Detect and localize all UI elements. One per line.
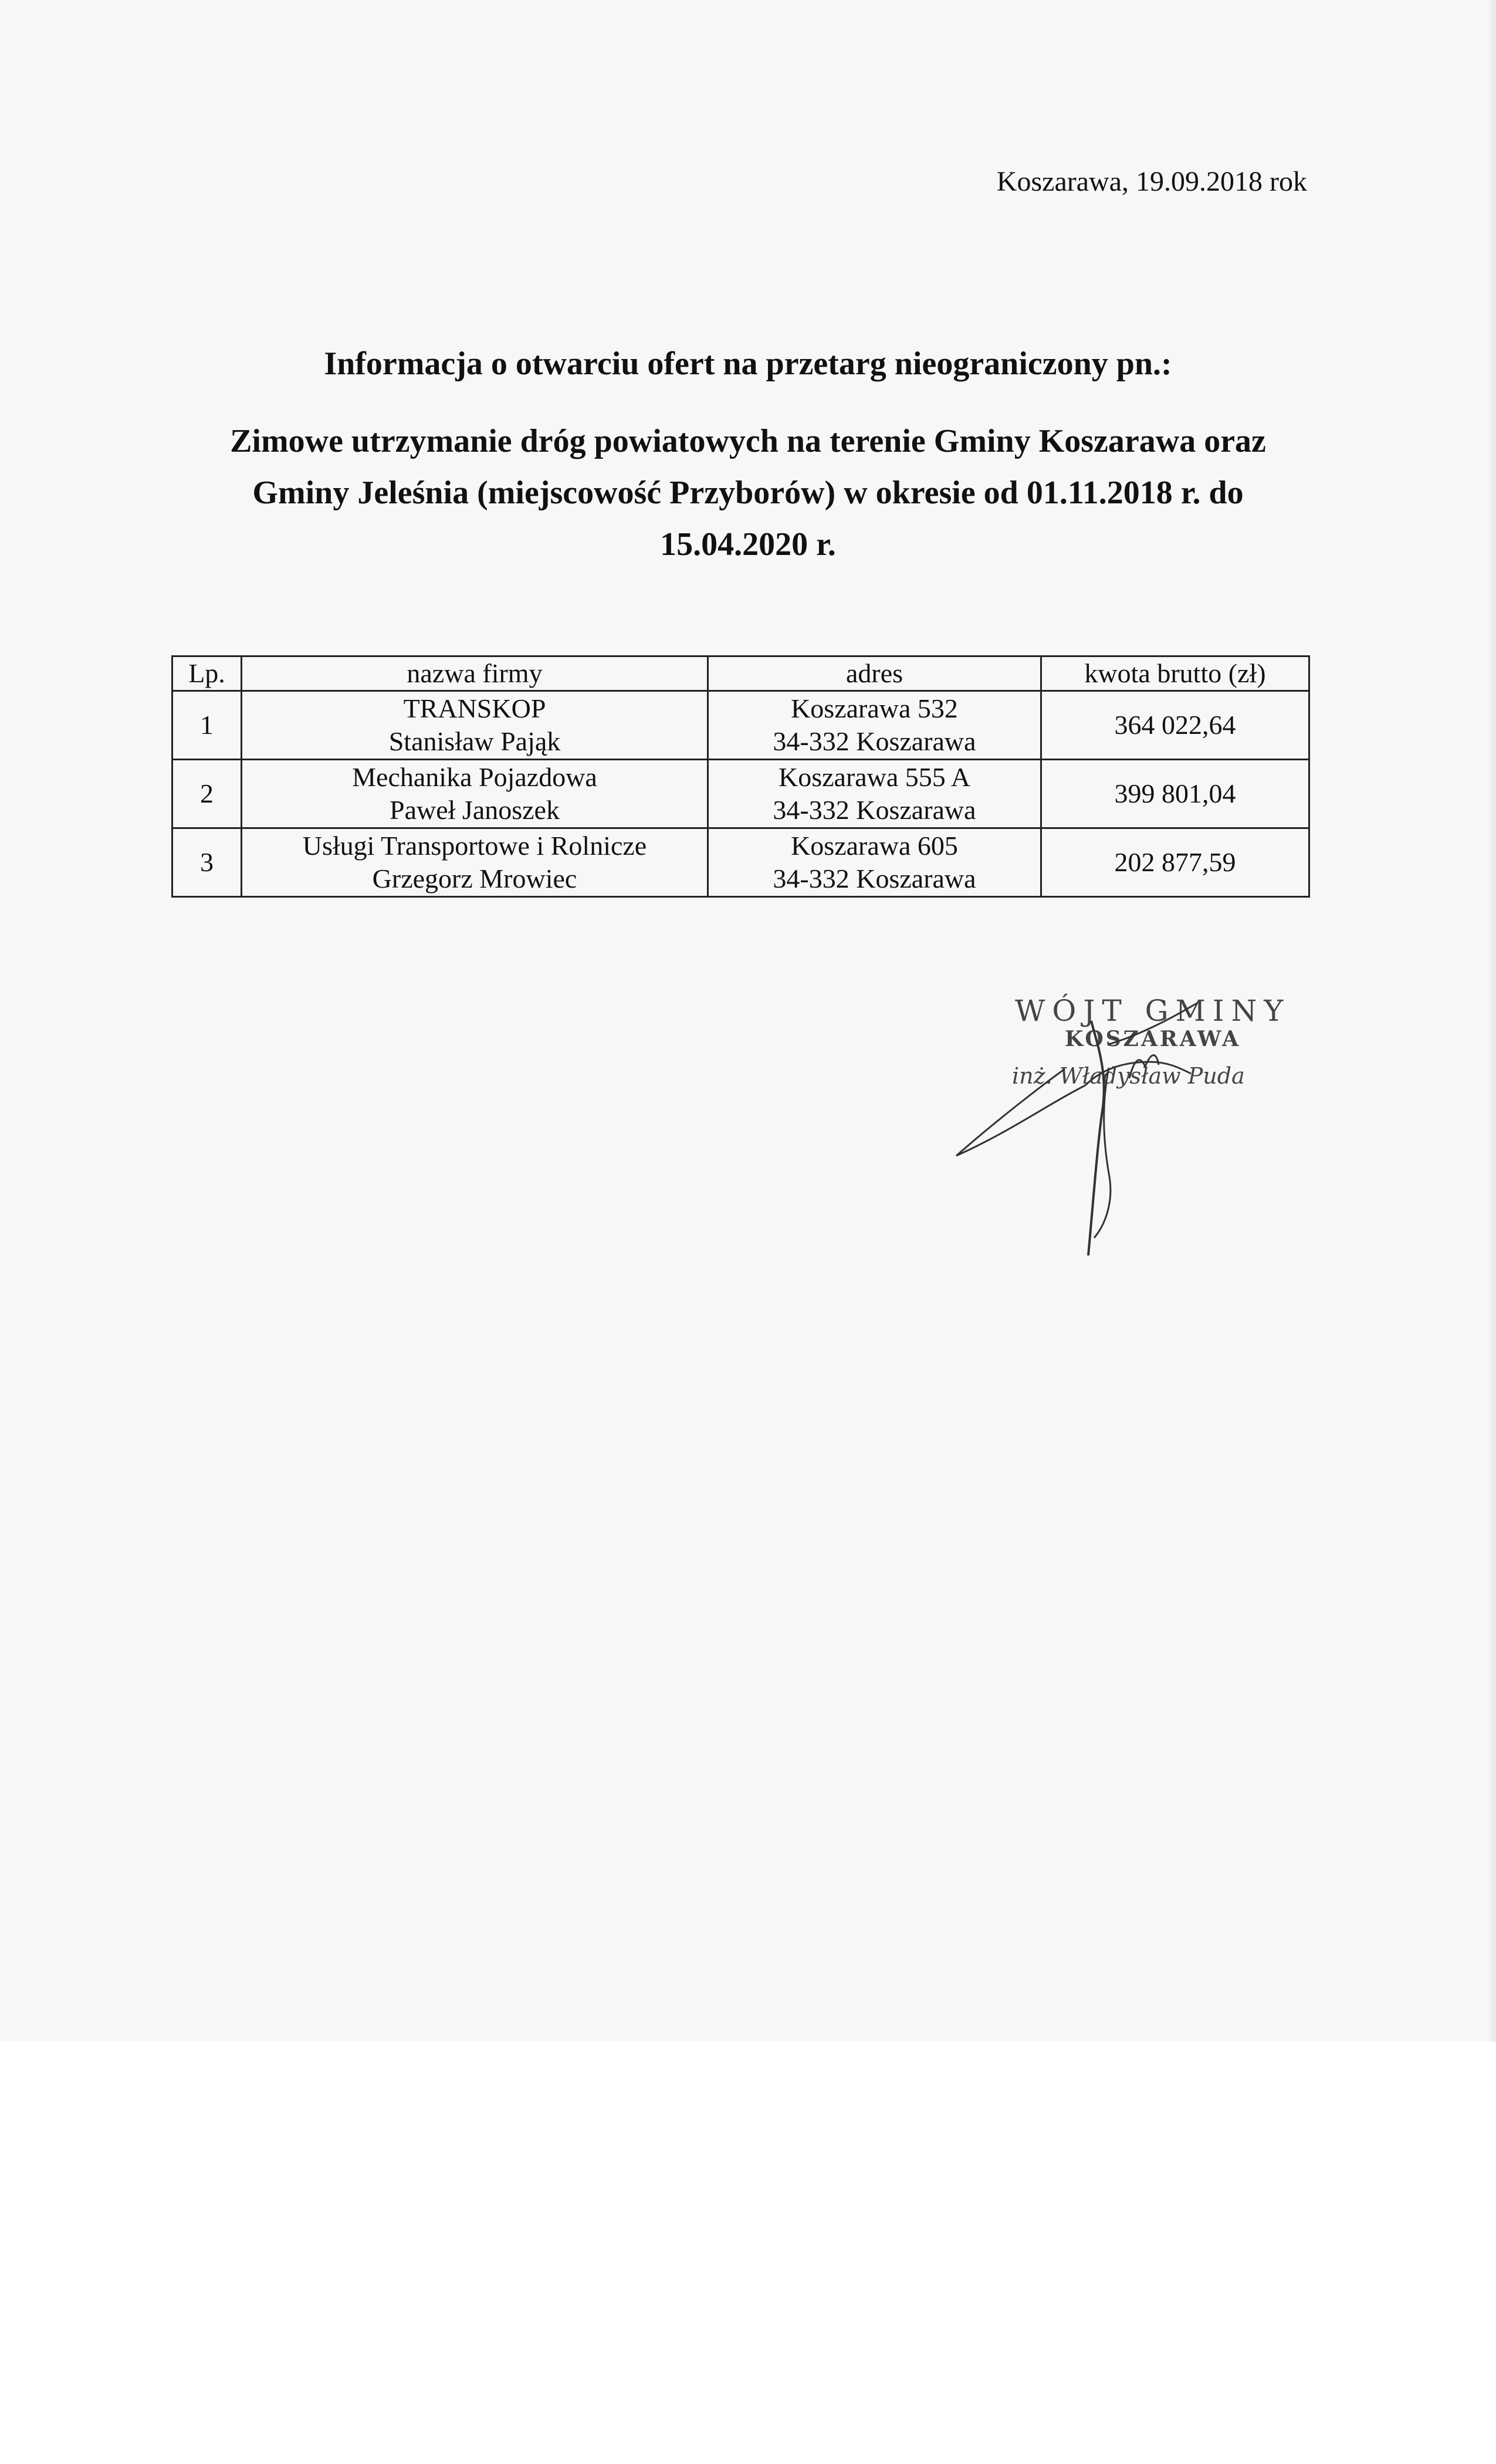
cell-address xyxy=(708,828,1041,897)
address-line: 34-332 Koszarawa xyxy=(773,864,976,893)
page-edge xyxy=(1489,0,1496,2042)
company-line: Mechanika Pojazdowa xyxy=(352,762,597,792)
table-row xyxy=(172,760,1309,828)
header-company-name: nazwa firmy xyxy=(242,656,708,691)
place-date: Koszarawa, 19.09.2018 rok xyxy=(996,166,1307,197)
address-line: Koszarawa 532 xyxy=(791,693,958,723)
handwritten-signature xyxy=(915,980,1326,1308)
company-line: Usługi Transportowe i Rolnicze xyxy=(302,831,647,861)
cell-company-name xyxy=(242,760,708,828)
company-line: Paweł Janoszek xyxy=(390,795,560,825)
cell-lp: 1 xyxy=(172,691,242,760)
company-line: TRANSKOP xyxy=(403,693,546,723)
header-lp: Lp. xyxy=(172,656,242,691)
table-row xyxy=(172,691,1309,760)
cell-amount: 364 022,64 xyxy=(1041,691,1309,760)
stamp-name: inż. Władysław Puda xyxy=(1012,1063,1245,1089)
subject-line: Zimowe utrzymanie dróg powiatowych na terenie Gminy Koszarawa oraz xyxy=(230,423,1266,459)
table-row xyxy=(172,828,1309,897)
stamp-municipality: KOSZARAWA xyxy=(1065,1027,1241,1051)
subject-line: 15.04.2020 r. xyxy=(660,526,836,563)
company-line: Grzegorz Mrowiec xyxy=(372,864,577,893)
header-address: adres xyxy=(708,656,1041,691)
stamp-title: WÓJT GMINY xyxy=(1015,994,1291,1028)
cell-amount: 399 801,04 xyxy=(1041,760,1309,828)
cell-address xyxy=(708,760,1041,828)
subject-line: Gminy Jeleśnia (miejscowość Przyborów) w okresie od 01.11.2018 r. do xyxy=(252,475,1244,511)
tender-subject xyxy=(176,415,1320,570)
table-header-row xyxy=(172,656,1309,691)
address-line: 34-332 Koszarawa xyxy=(773,795,976,825)
header-gross-amount: kwota brutto (zł) xyxy=(1041,656,1309,691)
official-stamp xyxy=(915,980,1326,1308)
cell-company-name xyxy=(242,828,708,897)
address-line: 34-332 Koszarawa xyxy=(773,726,976,756)
address-line: Koszarawa 605 xyxy=(791,831,958,861)
cell-company-name xyxy=(242,691,708,760)
cell-address xyxy=(708,691,1041,760)
offers-table xyxy=(171,655,1310,898)
company-line: Stanisław Pająk xyxy=(388,726,561,756)
cell-lp: 2 xyxy=(172,760,242,828)
document-heading: Informacja o otwarciu ofert na przetarg nieograniczony pn.: xyxy=(324,346,1172,382)
address-line: Koszarawa 555 A xyxy=(778,762,970,792)
cell-amount: 202 877,59 xyxy=(1041,828,1309,897)
cell-lp: 3 xyxy=(172,828,242,897)
